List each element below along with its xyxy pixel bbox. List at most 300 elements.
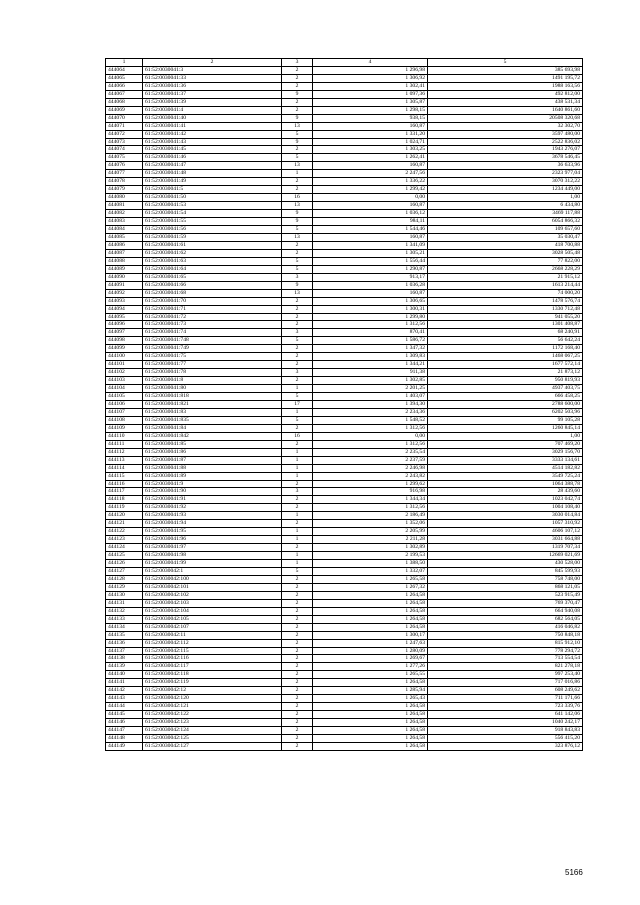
cadastral-value-cell: 713 554,54 xyxy=(428,655,583,663)
specific-value-cell: 1 300,31 xyxy=(313,305,428,313)
cadastral-number-cell: 61:52:0030041:61 xyxy=(143,241,282,249)
cadastral-number-cell: 61:52:0030041:64 xyxy=(143,265,282,273)
specific-value-cell: 1 388,50 xyxy=(313,560,428,568)
specific-value-cell: 1 336,22 xyxy=(313,178,428,186)
cadastral-number-cell: 61:52:0030041:4 xyxy=(143,106,282,114)
row-number-cell: 444084 xyxy=(106,226,143,234)
data-table-container xyxy=(105,58,580,751)
cadastral-number-cell: 61:52:0030041:70 xyxy=(143,297,282,305)
row-number-cell: 444124 xyxy=(106,544,143,552)
row-number-cell: 444132 xyxy=(106,607,143,615)
cadastral-number-cell: 61:52:0030041:66 xyxy=(143,281,282,289)
specific-value-cell: 2 186,49 xyxy=(313,512,428,520)
row-number-cell: 444079 xyxy=(106,186,143,194)
cadastral-number-cell: 61:52:0030041:74 xyxy=(143,329,282,337)
row-number-cell: 444145 xyxy=(106,711,143,719)
cadastral-number-cell: 61:52:0030042:105 xyxy=(143,615,282,623)
header-row xyxy=(106,59,583,67)
category-cell: 2 xyxy=(282,440,313,448)
cadastral-value-cell: 2788 600,00 xyxy=(428,400,583,408)
table-row xyxy=(106,202,583,210)
cadastral-value-cell: 6202 503,96 xyxy=(428,408,583,416)
table-row xyxy=(106,623,583,631)
specific-value-cell: 1 097,36 xyxy=(313,90,428,98)
cadastral-value-cell: 492 812,00 xyxy=(428,90,583,98)
row-number-cell: 444134 xyxy=(106,623,143,631)
category-cell: 1 xyxy=(282,464,313,472)
cadastral-number-cell: 61:52:0030041:49 xyxy=(143,178,282,186)
cadastral-number-cell: 61:52:0030041:50 xyxy=(143,194,282,202)
specific-value-cell: 1 352,06 xyxy=(313,520,428,528)
category-cell: 5 xyxy=(282,154,313,162)
column-header: 3 xyxy=(282,59,313,67)
table-row xyxy=(106,114,583,122)
cadastral-value-cell: 3469 117,88 xyxy=(428,210,583,218)
cadastral-number-cell: 61:52:0030041:96 xyxy=(143,536,282,544)
specific-value-cell: 160,87 xyxy=(313,122,428,130)
specific-value-cell: 1 262,41 xyxy=(313,154,428,162)
cadastral-value-cell: 1057 310,92 xyxy=(428,520,583,528)
cadastral-number-cell: 61:52:0030041:83 xyxy=(143,408,282,416)
category-cell: 2 xyxy=(282,607,313,615)
table-row xyxy=(106,98,583,106)
category-cell: 3 xyxy=(282,273,313,281)
cadastral-value-cell: 821 278,18 xyxy=(428,663,583,671)
row-number-cell: 444123 xyxy=(106,536,143,544)
cadastral-value-cell: 769 370,47 xyxy=(428,599,583,607)
specific-value-cell: 2 237,59 xyxy=(313,456,428,464)
cadastral-value-cell: 35 030,47 xyxy=(428,233,583,241)
cadastral-value-cell: 2668 228,29 xyxy=(428,265,583,273)
category-cell: 2 xyxy=(282,345,313,353)
cadastral-value-cell: 418 700,88 xyxy=(428,241,583,249)
row-number-cell: 444077 xyxy=(106,170,143,178)
category-cell: 9 xyxy=(282,218,313,226)
row-number-cell: 444091 xyxy=(106,281,143,289)
specific-value-cell: 2 234,36 xyxy=(313,408,428,416)
cadastral-number-cell: 61:52:0030042:1 xyxy=(143,568,282,576)
cadastral-value-cell: 707 469,20 xyxy=(428,440,583,448)
category-cell: 2 xyxy=(282,249,313,257)
cadastral-value-cell: 3029 156,70 xyxy=(428,448,583,456)
table-row xyxy=(106,130,583,138)
row-number-cell: 444142 xyxy=(106,687,143,695)
table-row xyxy=(106,607,583,615)
specific-value-cell: 1 586,72 xyxy=(313,337,428,345)
category-cell: 3 xyxy=(282,488,313,496)
row-number-cell: 444136 xyxy=(106,639,143,647)
table-row xyxy=(106,711,583,719)
cadastral-number-cell: 61:52:0030041:33 xyxy=(143,74,282,82)
table-row xyxy=(106,504,583,512)
category-cell: 16 xyxy=(282,432,313,440)
row-number-cell: 444118 xyxy=(106,496,143,504)
category-cell: 2 xyxy=(282,424,313,432)
specific-value-cell: 1 312,56 xyxy=(313,321,428,329)
specific-value-cell: 916,98 xyxy=(313,488,428,496)
cadastral-value-cell: 666 458,25 xyxy=(428,393,583,401)
specific-value-cell: 1 341,09 xyxy=(313,241,428,249)
cadastral-number-cell: 61:52:0030041:91 xyxy=(143,496,282,504)
category-cell: 2 xyxy=(282,583,313,591)
cadastral-number-cell: 61:52:0030041:84 xyxy=(143,424,282,432)
specific-value-cell: 2 201,25 xyxy=(313,385,428,393)
column-header: 5 xyxy=(428,59,583,67)
table-row xyxy=(106,138,583,146)
cadastral-value-cell: 12669 021,69 xyxy=(428,552,583,560)
cadastral-number-cell: 61:52:0030042:104 xyxy=(143,607,282,615)
table-row xyxy=(106,297,583,305)
table-row xyxy=(106,639,583,647)
row-number-cell: 444076 xyxy=(106,162,143,170)
table-row xyxy=(106,735,583,743)
category-cell: 1 xyxy=(282,456,313,464)
row-number-cell: 444125 xyxy=(106,552,143,560)
category-cell: 2 xyxy=(282,647,313,655)
row-number-cell: 444103 xyxy=(106,377,143,385)
cadastral-number-cell: 61:52:0030041:75 xyxy=(143,353,282,361)
cadastral-value-cell: 641 142,06 xyxy=(428,711,583,719)
category-cell: 2 xyxy=(282,106,313,114)
specific-value-cell: 1 312,56 xyxy=(313,504,428,512)
specific-value-cell: 2 211,28 xyxy=(313,536,428,544)
specific-value-cell: 160,87 xyxy=(313,289,428,297)
specific-value-cell: 1 036,12 xyxy=(313,210,428,218)
category-cell: 1 xyxy=(282,536,313,544)
category-cell: 2 xyxy=(282,377,313,385)
cadastral-value-cell: 941 055,20 xyxy=(428,313,583,321)
specific-value-cell: 1 264,58 xyxy=(313,742,428,750)
cadastral-number-cell: 61:52:0030041:835 xyxy=(143,416,282,424)
table-row xyxy=(106,66,583,74)
row-number-cell: 444088 xyxy=(106,257,143,265)
cadastral-number-cell: 61:52:0030042:123 xyxy=(143,719,282,727)
table-row xyxy=(106,742,583,750)
category-cell: 3 xyxy=(282,329,313,337)
cadastral-value-cell: 997 253,40 xyxy=(428,671,583,679)
category-cell: 2 xyxy=(282,575,313,583)
row-number-cell: 444135 xyxy=(106,631,143,639)
table-row xyxy=(106,599,583,607)
specific-value-cell: 1 280,09 xyxy=(313,647,428,655)
row-number-cell: 444072 xyxy=(106,130,143,138)
table-row xyxy=(106,528,583,536)
cadastral-value-table xyxy=(105,58,583,751)
specific-value-cell: 1 300,17 xyxy=(313,631,428,639)
row-number-cell: 444128 xyxy=(106,575,143,583)
row-number-cell: 444143 xyxy=(106,695,143,703)
table-row xyxy=(106,90,583,98)
cadastral-value-cell: 438 531,34 xyxy=(428,98,583,106)
category-cell: 2 xyxy=(282,655,313,663)
specific-value-cell: 1 544,46 xyxy=(313,226,428,234)
cadastral-number-cell: 61:52:0030041:80 xyxy=(143,385,282,393)
specific-value-cell: 1 302,85 xyxy=(313,377,428,385)
cadastral-value-cell: 28 439,60 xyxy=(428,488,583,496)
cadastral-value-cell: 385 693,98 xyxy=(428,66,583,74)
category-cell: 5 xyxy=(282,130,313,138)
cadastral-number-cell: 61:52:0030042:127 xyxy=(143,742,282,750)
row-number-cell: 444137 xyxy=(106,647,143,655)
cadastral-number-cell: 61:52:0030041:39 xyxy=(143,98,282,106)
cadastral-value-cell: 77 822,00 xyxy=(428,257,583,265)
specific-value-cell: 2 247,56 xyxy=(313,170,428,178)
row-number-cell: 444097 xyxy=(106,329,143,337)
specific-value-cell: 984,11 xyxy=(313,218,428,226)
category-cell: 2 xyxy=(282,687,313,695)
table-row xyxy=(106,329,583,337)
cadastral-number-cell: 61:52:0030042:107 xyxy=(143,623,282,631)
category-cell: 5 xyxy=(282,568,313,576)
cadastral-value-cell: 723 339,76 xyxy=(428,703,583,711)
specific-value-cell: 1 265,55 xyxy=(313,671,428,679)
row-number-cell: 444127 xyxy=(106,568,143,576)
table-row xyxy=(106,226,583,234)
specific-value-cell: 1 267,32 xyxy=(313,583,428,591)
table-row xyxy=(106,647,583,655)
cadastral-value-cell: 711 171,66 xyxy=(428,695,583,703)
table-row xyxy=(106,703,583,711)
row-number-cell: 444141 xyxy=(106,679,143,687)
category-cell: 1 xyxy=(282,408,313,416)
cadastral-number-cell: 61:52:0030041:3 xyxy=(143,66,282,74)
cadastral-value-cell: 1040 242,17 xyxy=(428,719,583,727)
category-cell: 2 xyxy=(282,639,313,647)
category-cell: 13 xyxy=(282,233,313,241)
category-cell: 2 xyxy=(282,695,313,703)
table-row xyxy=(106,82,583,90)
cadastral-value-cell: 1023 042,74 xyxy=(428,496,583,504)
table-row xyxy=(106,488,583,496)
specific-value-cell: 1 264,58 xyxy=(313,711,428,719)
specific-value-cell: 2 205,99 xyxy=(313,528,428,536)
category-cell: 13 xyxy=(282,122,313,130)
cadastral-value-cell: 1491 195,72 xyxy=(428,74,583,82)
table-row xyxy=(106,568,583,576)
cadastral-value-cell: 1,00 xyxy=(428,194,583,202)
category-cell: 2 xyxy=(282,186,313,194)
cadastral-number-cell: 61:52:0030041:8 xyxy=(143,377,282,385)
specific-value-cell: 1 305,21 xyxy=(313,249,428,257)
cadastral-value-cell: 32 302,70 xyxy=(428,122,583,130)
table-row xyxy=(106,472,583,480)
table-row xyxy=(106,520,583,528)
row-number-cell: 444096 xyxy=(106,321,143,329)
cadastral-value-cell: 1478 576,74 xyxy=(428,297,583,305)
category-cell: 5 xyxy=(282,257,313,265)
category-cell: 2 xyxy=(282,82,313,90)
specific-value-cell: 1 265,43 xyxy=(313,695,428,703)
specific-value-cell: 1 247,63 xyxy=(313,639,428,647)
cadastral-number-cell: 61:52:0030042:102 xyxy=(143,591,282,599)
category-cell: 9 xyxy=(282,90,313,98)
cadastral-value-cell: 323 876,12 xyxy=(428,742,583,750)
cadastral-value-cell: 2522 836,02 xyxy=(428,138,583,146)
cadastral-value-cell: 3028 505,48 xyxy=(428,249,583,257)
page-number: 5166 xyxy=(565,868,583,877)
category-cell: 2 xyxy=(282,663,313,671)
table-row xyxy=(106,154,583,162)
specific-value-cell: 1 036,28 xyxy=(313,281,428,289)
table-row xyxy=(106,289,583,297)
specific-value-cell: 2 235,54 xyxy=(313,448,428,456)
category-cell: 1 xyxy=(282,170,313,178)
category-cell: 2 xyxy=(282,719,313,727)
row-number-cell: 444116 xyxy=(106,480,143,488)
category-cell: 1 xyxy=(282,385,313,393)
row-number-cell: 444102 xyxy=(106,369,143,377)
table-row xyxy=(106,337,583,345)
cadastral-number-cell: 61:52:0030041:842 xyxy=(143,432,282,440)
cadastral-number-cell: 61:52:0030041:55 xyxy=(143,218,282,226)
row-number-cell: 444082 xyxy=(106,210,143,218)
table-row xyxy=(106,687,583,695)
cadastral-number-cell: 61:52:0030041:90 xyxy=(143,488,282,496)
row-number-cell: 444133 xyxy=(106,615,143,623)
table-row xyxy=(106,544,583,552)
cadastral-number-cell: 61:52:0030041:818 xyxy=(143,393,282,401)
cadastral-number-cell: 61:52:0030041:46 xyxy=(143,154,282,162)
table-row xyxy=(106,591,583,599)
table-row xyxy=(106,241,583,249)
cadastral-number-cell: 61:52:0030041:42 xyxy=(143,130,282,138)
cadastral-number-cell: 61:52:0030041:47 xyxy=(143,162,282,170)
table-row xyxy=(106,218,583,226)
row-number-cell: 444115 xyxy=(106,472,143,480)
table-row xyxy=(106,663,583,671)
table-row xyxy=(106,432,583,440)
table-row xyxy=(106,321,583,329)
table-row xyxy=(106,719,583,727)
column-header: 2 xyxy=(143,59,282,67)
row-number-cell: 444105 xyxy=(106,393,143,401)
specific-value-cell: 1 264,58 xyxy=(313,607,428,615)
cadastral-number-cell: 61:52:0030041:59 xyxy=(143,233,282,241)
specific-value-cell: 1 264,58 xyxy=(313,735,428,743)
table-row xyxy=(106,361,583,369)
row-number-cell: 444111 xyxy=(106,440,143,448)
specific-value-cell: 1 347,32 xyxy=(313,345,428,353)
specific-value-cell: 1 285,94 xyxy=(313,687,428,695)
cadastral-number-cell: 61:52:0030042:125 xyxy=(143,735,282,743)
row-number-cell: 444147 xyxy=(106,727,143,735)
cadastral-value-cell: 2323 977,04 xyxy=(428,170,583,178)
cadastral-number-cell: 61:52:0030041:749 xyxy=(143,345,282,353)
category-cell: 2 xyxy=(282,504,313,512)
cadastral-value-cell: 36 633,96 xyxy=(428,162,583,170)
cadastral-number-cell: 61:52:0030041:5 xyxy=(143,186,282,194)
row-number-cell: 444080 xyxy=(106,194,143,202)
table-row xyxy=(106,400,583,408)
table-row xyxy=(106,552,583,560)
row-number-cell: 444101 xyxy=(106,361,143,369)
cadastral-value-cell: 950 819,93 xyxy=(428,377,583,385)
cadastral-number-cell: 61:52:0030041:40 xyxy=(143,114,282,122)
row-number-cell: 444092 xyxy=(106,289,143,297)
row-number-cell: 444100 xyxy=(106,353,143,361)
category-cell: 9 xyxy=(282,114,313,122)
row-number-cell: 444069 xyxy=(106,106,143,114)
cadastral-number-cell: 61:52:0030041:94 xyxy=(143,520,282,528)
row-number-cell: 444104 xyxy=(106,385,143,393)
specific-value-cell: 1 394,30 xyxy=(313,400,428,408)
cadastral-number-cell: 61:52:0030041:36 xyxy=(143,82,282,90)
row-number-cell: 444087 xyxy=(106,249,143,257)
specific-value-cell: 1 302,41 xyxy=(313,82,428,90)
table-row xyxy=(106,496,583,504)
cadastral-value-cell: 1613 214,44 xyxy=(428,281,583,289)
category-cell: 1 xyxy=(282,448,313,456)
cadastral-value-cell: 556 415,20 xyxy=(428,735,583,743)
row-number-cell: 444148 xyxy=(106,735,143,743)
cadastral-number-cell: 61:52:0030041:77 xyxy=(143,361,282,369)
table-row xyxy=(106,512,583,520)
table-row xyxy=(106,106,583,114)
row-number-cell: 444064 xyxy=(106,66,143,74)
row-number-cell: 444083 xyxy=(106,218,143,226)
table-row xyxy=(106,146,583,154)
cadastral-number-cell: 61:52:0030041:98 xyxy=(143,552,282,560)
cadastral-value-cell: 1064 388,78 xyxy=(428,480,583,488)
row-number-cell: 444110 xyxy=(106,432,143,440)
row-number-cell: 444081 xyxy=(106,202,143,210)
specific-value-cell: 1 264,58 xyxy=(313,679,428,687)
specific-value-cell: 911,38 xyxy=(313,369,428,377)
cadastral-number-cell: 61:52:0030041:45 xyxy=(143,146,282,154)
table-row xyxy=(106,281,583,289)
cadastral-value-cell: 868 121,05 xyxy=(428,583,583,591)
category-cell: 2 xyxy=(282,679,313,687)
row-number-cell: 444075 xyxy=(106,154,143,162)
specific-value-cell: 1 306,65 xyxy=(313,297,428,305)
cadastral-value-cell: 1,00 xyxy=(428,432,583,440)
table-row xyxy=(106,575,583,583)
row-number-cell: 444126 xyxy=(106,560,143,568)
category-cell: 2 xyxy=(282,305,313,313)
table-row xyxy=(106,305,583,313)
cadastral-number-cell: 61:52:0030041:821 xyxy=(143,400,282,408)
category-cell: 2 xyxy=(282,74,313,82)
row-number-cell: 444093 xyxy=(106,297,143,305)
specific-value-cell: 1 264,58 xyxy=(313,727,428,735)
specific-value-cell: 1 264,58 xyxy=(313,703,428,711)
specific-value-cell: 1 302,89 xyxy=(313,544,428,552)
cadastral-number-cell: 61:52:0030041:68 xyxy=(143,289,282,297)
category-cell: 2 xyxy=(282,480,313,488)
category-cell: 2 xyxy=(282,313,313,321)
specific-value-cell: 2 246,98 xyxy=(313,464,428,472)
category-cell: 2 xyxy=(282,703,313,711)
specific-value-cell: 1 277,26 xyxy=(313,663,428,671)
row-number-cell: 444074 xyxy=(106,146,143,154)
cadastral-number-cell: 61:52:0030041:63 xyxy=(143,257,282,265)
table-row xyxy=(106,456,583,464)
table-row xyxy=(106,416,583,424)
specific-value-cell: 1 264,58 xyxy=(313,615,428,623)
row-number-cell: 444085 xyxy=(106,233,143,241)
table-row xyxy=(106,210,583,218)
category-cell: 2 xyxy=(282,742,313,750)
cadastral-value-cell: 1172 168,40 xyxy=(428,345,583,353)
specific-value-cell: 1 024,71 xyxy=(313,138,428,146)
cadastral-number-cell: 61:52:0030041:93 xyxy=(143,512,282,520)
specific-value-cell: 1 264,58 xyxy=(313,591,428,599)
table-row xyxy=(106,480,583,488)
table-row xyxy=(106,536,583,544)
cadastral-value-cell: 56 642,24 xyxy=(428,337,583,345)
cadastral-value-cell: 21 873,12 xyxy=(428,369,583,377)
cadastral-value-cell: 430 528,00 xyxy=(428,560,583,568)
